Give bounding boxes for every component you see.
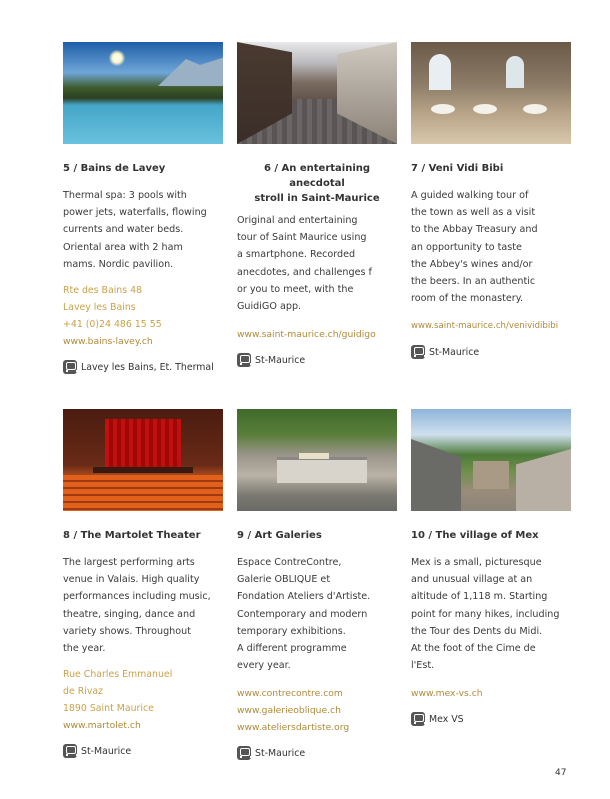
photo-village-square: [411, 409, 571, 511]
card-description: Espace ContreContre, Galerie OBLIQUE et Fondation Ateliers d'Artiste. Contemporary and modern temporary exhibitions. A different programme every year.: [237, 557, 371, 672]
card-description: A guided walking tour of the town as well as a visit to the Abbay Treasury and an opportunity to taste the Abbey's wines and/or the beers. In an authentic room of the monastery.: [411, 190, 538, 305]
bus-stop: [411, 712, 571, 726]
photo-cobbled-street: [237, 42, 397, 144]
card-bains-de-lavey: [63, 42, 223, 374]
bus-stop-label: St-Maurice: [429, 346, 480, 358]
card-title: 6 / An entertaining anecdotal stroll in Saint-Maurice: [254, 163, 380, 204]
bus-stop-icon: [237, 353, 251, 367]
bus-stop: [63, 744, 223, 758]
card-link[interactable]: www.saint-maurice.ch/guidigo: [237, 329, 376, 341]
card-anecdotal-stroll: [237, 42, 397, 367]
bus-stop-icon: [63, 360, 77, 374]
card-veni-vidi-bibi: [411, 42, 571, 359]
card-description: The largest performing arts venue in Valais. High quality performances including music, theatre, singing, dance and variety shows. Throughout the year.: [63, 557, 211, 655]
photo-thermal-pool: [63, 42, 223, 144]
card-title: 10 / The village of Mex: [411, 530, 539, 541]
card-description: Original and entertaining tour of Saint Maurice using a smartphone. Recorded anecdotes, and challenges f or you to meet, with the GuidiGO app.: [237, 215, 372, 313]
bus-stop-icon: [63, 744, 77, 758]
bus-stop: [237, 353, 397, 367]
bus-stop: [411, 345, 571, 359]
card-links[interactable]: www.contrecontre.com www.galerieoblique.ch www.ateliersdartiste.org: [237, 688, 350, 734]
bus-stop-icon: [411, 712, 425, 726]
bus-stop-label: Mex VS: [429, 713, 464, 725]
card-martolet-theater: [63, 409, 223, 758]
card-title: 9 / Art Galeries: [237, 530, 322, 541]
bus-stop-icon: [237, 746, 251, 760]
photo-monastery-room: [411, 42, 571, 144]
card-village-of-mex: [411, 409, 571, 726]
card-link[interactable]: www.saint-maurice.ch/venividibibi: [411, 321, 559, 332]
card-link[interactable]: www.martolet.ch: [63, 720, 141, 732]
card-address: Rte des Bains 48 Lavey les Bains +41 (0)24 486 15 55: [63, 285, 162, 331]
bus-stop: [63, 360, 223, 374]
card-link[interactable]: www.mex-vs.ch: [411, 688, 483, 700]
bus-stop-label: St-Maurice: [81, 745, 132, 757]
card-address: Rue Charles Emmanuel de Rivaz 1890 Saint Maurice: [63, 669, 173, 715]
bus-stop-label: St-Maurice: [255, 354, 306, 366]
bus-stop: [237, 746, 397, 760]
card-title: 5 / Bains de Lavey: [63, 163, 166, 174]
card-description: Thermal spa: 3 pools with power jets, waterfalls, flowing currents and water beds. Oriental area with 2 ham mams. Nordic pavilion.: [63, 190, 207, 270]
page-number: 47: [555, 768, 567, 778]
bus-stop-label: Lavey les Bains, Et. Thermal: [81, 361, 214, 373]
card-description: Mex is a small, picturesque and unusual village at an altitude of 1,118 m. Starting point for many hikes, including the Tour des Dents du Midi. At the foot of the Cime de l'Est.: [411, 557, 560, 672]
photo-theater-hall: [63, 409, 223, 511]
card-art-galeries: [237, 409, 397, 760]
card-title: 7 / Veni Vidi Bibi: [411, 163, 504, 174]
card-title: 8 / The Martolet Theater: [63, 530, 201, 541]
bus-stop-icon: [411, 345, 425, 359]
bus-stop-label: St-Maurice: [255, 747, 306, 759]
photo-gallery-building: [237, 409, 397, 511]
card-link[interactable]: www.bains-lavey.ch: [63, 336, 153, 348]
